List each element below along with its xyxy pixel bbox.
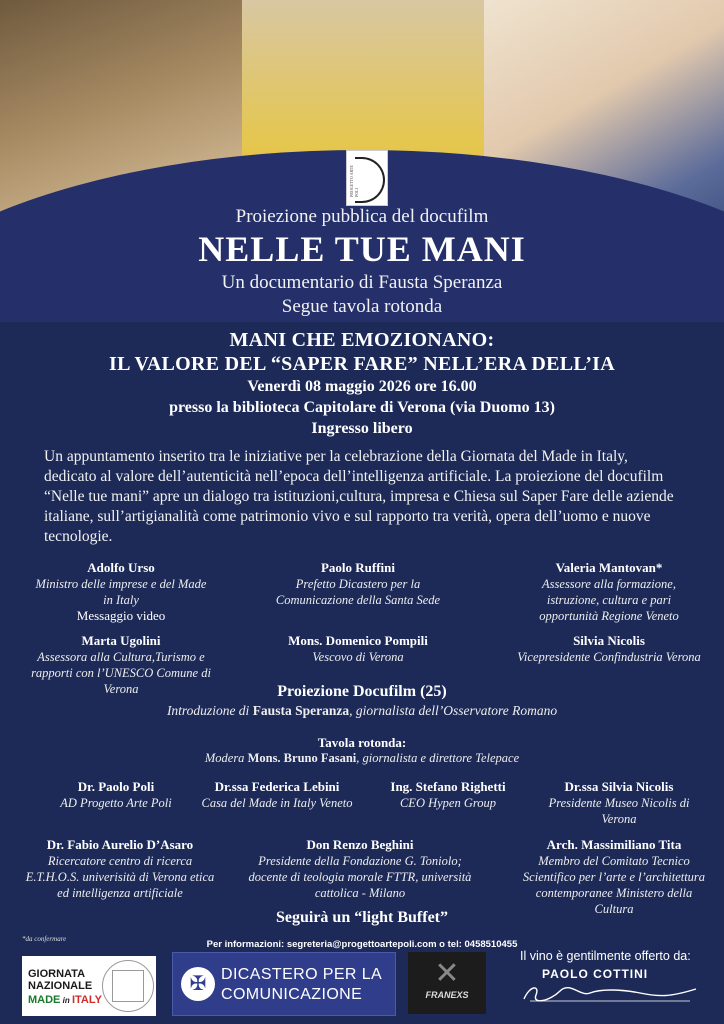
- panelist-card: Ing. Stefano Righetti CEO Hypen Group: [390, 779, 506, 810]
- event-entry: Ingresso libero: [311, 420, 413, 437]
- contact-info: Per informazioni: segreteria@progettoartepoli.com o tel: 0458510455: [206, 939, 518, 950]
- event-place: presso la biblioteca Capitolare di Verona (via Duomo 13): [169, 399, 555, 416]
- event-headline-1: MANI CHE EMOZIONANO:: [229, 329, 495, 351]
- speaker-card: Adolfo Urso Ministro delle imprese e del Made in Italy Messaggio video: [35, 560, 207, 623]
- projection-title: Proiezione Docufilm (25): [277, 683, 447, 700]
- franexs-logo: ✕ FRANEXS: [408, 952, 486, 1014]
- speaker-card: Silvia Nicolis Vicepresidente Confindustria Verona: [517, 633, 701, 664]
- panelist-card: Dr. Paolo Poli AD Progetto Arte Poli: [60, 779, 172, 810]
- hero-note: Segue tavola rotonda: [281, 296, 443, 317]
- panelist-card: Dr.ssa Federica Lebini Casa del Made in Italy Veneto: [201, 779, 353, 810]
- projection-intro: Introduzione di Fausta Speranza, giornalista dell’Osservatore Romano: [166, 703, 558, 718]
- event-description: Un appuntamento inserito tra le iniziative per la celebrazione della Giornata del Made in Italy, dedicato al valore dell’autenticità nell’epoca dell’intelligenza artificiale. La proiezione del docufilm “Nelle tue mani” apre un dialogo tra istituzioni,cultura, impresa e Chiesa sul Saper Fare delle aziende italiane, sull’artigianalità come patrimonio vivo e sul rapporto tra verità, opera dell’uomo e nuove tecnologie.: [44, 448, 674, 545]
- papal-emblem-icon: ✠: [181, 967, 215, 1001]
- dicastero-comunicazione-logo: ✠ DICASTERO PER LA COMUNICAZIONE: [172, 952, 396, 1016]
- round-table-title: Tavola rotonda:: [317, 735, 407, 750]
- hero-pre-title: Proiezione pubblica del docufilm: [235, 206, 489, 227]
- franexs-mark-icon: ✕: [434, 957, 460, 990]
- hero-title: NELLE TUE MANI: [198, 229, 526, 269]
- speaker-card: Mons. Domenico Pompili Vescovo di Verona: [288, 633, 428, 664]
- panelist-card: Dr. Fabio Aurelio D’Asaro Ricercatore centro di ricerca E.T.H.O.S. univerisità di Verona etica ed intelligenza artificiale: [25, 837, 215, 900]
- hero-subtitle: Un documentario di Fausta Speranza: [221, 272, 503, 293]
- panelist-card: Dr.ssa Silvia Nicolis Presidente Museo Nicolis di Verona: [548, 779, 690, 826]
- panelist-card: Don Renzo Beghini Presidente della Fondazione G. Toniolo; docente di teologia morale FTTR, università cattolica - Milano: [248, 837, 472, 900]
- speaker-card: Paolo Ruffini Prefetto Dicastero per la Comunicazione della Santa Sede: [275, 560, 441, 607]
- paolo-cottini-logo: PAOLO COTTINI: [520, 967, 700, 1007]
- wine-sponsor-label: Il vino è gentilmente offerto da:: [520, 949, 691, 963]
- speaker-card: Marta Ugolini Assessora alla Cultura,Turismo e rapporti con l’UNESCO Comune di Verona: [31, 633, 211, 696]
- speaker-card: Valeria Mantovan* Assessore alla formazione, istruzione, cultura e pari opportunità Regione Veneto: [539, 560, 679, 623]
- event-date: Venerdì 08 maggio 2026 ore 16.00: [247, 378, 477, 395]
- asterisk-note: *da confermare: [22, 935, 67, 943]
- event-headline-2: IL VALORE DEL “SAPER FARE” NELL’ERA DELL’IA: [108, 353, 615, 375]
- buffet-note: Seguirà un “light Buffet”: [275, 909, 448, 926]
- round-table-moderator: Modera Mons. Bruno Fasani, giornalista e direttore Telepace: [204, 751, 520, 765]
- panelist-card: Arch. Massimiliano Tita Membro del Comitato Tecnico Scientifico per l’arte e l’architettura contemporanee Ministero della Cultura: [522, 837, 706, 916]
- progetto-arte-poli-logo: PROGETTO ARTE POLI: [346, 150, 388, 206]
- vitruvian-man-icon: [102, 960, 154, 1012]
- signature-icon: [520, 981, 700, 1005]
- giornata-made-in-italy-logo: GIORNATA NAZIONALE MADE in ITALY: [22, 956, 156, 1016]
